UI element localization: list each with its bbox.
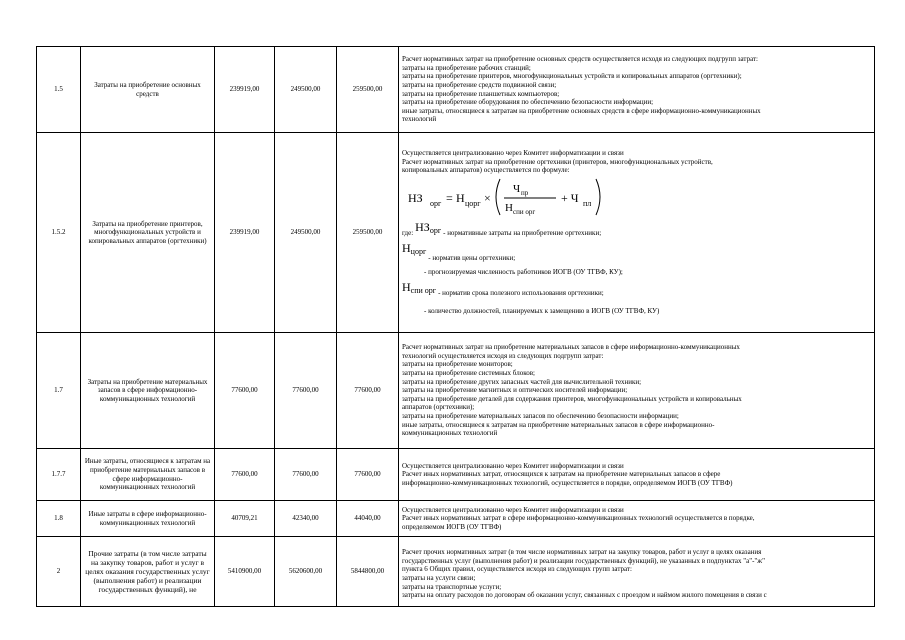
desc-line: информационно-коммуникационных технологий, осуществляется в порядке, определяемом ИОГВ (ОУ ТГВФ) xyxy=(402,478,733,487)
row-name: Затраты на приобретение принтеров, многофункциональных устройств и копировальных аппаратов (оргтехники) xyxy=(81,133,215,333)
desc-line: Расчет иных нормативных затрат в сфере информационно-коммуникационных технологий осуществляется в порядке, xyxy=(402,514,755,523)
desc-line: пункта 6 Общих правил, осуществляется исходя из следующих групп затрат: xyxy=(402,565,632,574)
desc-line: иные затраты, относящиеся к затратам на приобретение основных средств в сфере информационно-коммуникационных xyxy=(402,106,761,115)
table-row xyxy=(37,333,875,449)
row-number: 2 xyxy=(37,537,81,607)
definition-symbol: НЗорг xyxy=(415,219,442,235)
desc-line: технологий xyxy=(402,115,437,124)
desc-line: Расчет прочих нормативных затрат (в том числе нормативных затрат на закупку товаров, работ и услуг в целях оказания xyxy=(402,548,762,557)
row-name: Прочие затраты (в том числе затраты на закупку товаров, работ и услуг в целях оказания государственных услуг (выполнения работ) и реализации государственных функций), не xyxy=(81,537,215,607)
row-description xyxy=(399,333,875,449)
desc-line: Осуществляется централизованно через Комитет информатизации и связи xyxy=(402,149,624,158)
value-year-3: 5844800,00 xyxy=(337,537,399,607)
desc-line: затраты на приобретение материальных запасов по обеспечению безопасности информации; xyxy=(402,411,679,420)
value-year-3: 44040,00 xyxy=(337,501,399,537)
value-year-3: 77600,00 xyxy=(337,333,399,449)
formula-plus: + Ч xyxy=(561,190,579,205)
desc-line: Расчет иных нормативных затрат, относящихся к затратам на приобретение материальных запасов в сфере xyxy=(402,470,721,479)
row-name: Иные затраты, относящиеся к затратам на приобретение материальных запасов в сфере информационно-коммуникационных технологий xyxy=(81,449,215,501)
desc-line: затраты на приобретение средств подвижной связи; xyxy=(402,80,557,89)
desc-line: затраты на услуги связи; xyxy=(402,574,476,582)
value-year-1: 40709,21 xyxy=(215,501,275,537)
definition xyxy=(402,281,871,298)
table-row xyxy=(37,47,875,133)
desc-line: затраты на транспортные услуги; xyxy=(402,582,502,591)
definition xyxy=(402,242,871,263)
formula-lhs: НЗ xyxy=(408,190,423,205)
formula-lhs-sub: орг xyxy=(430,198,442,208)
formula-num-sub: пр xyxy=(521,188,529,197)
value-year-2: 5620600,00 xyxy=(275,537,337,607)
row-description xyxy=(399,47,875,133)
right-paren xyxy=(596,179,600,215)
value-year-1: 77600,00 xyxy=(215,449,275,501)
value-year-1: 239919,00 xyxy=(215,47,275,133)
formula-num: Ч xyxy=(513,182,521,195)
definition-text: - количество должностей, планируемых к замещению в ИОГВ (ОУ ТГВФ, КУ) xyxy=(424,307,660,316)
row-number: 1.5 xyxy=(37,47,81,133)
formula-plus-sub: пл xyxy=(583,198,592,208)
definition-text: - нормативные затраты на приобретение оргтехники; xyxy=(443,228,602,237)
value-year-1: 239919,00 xyxy=(215,133,275,333)
row-description xyxy=(399,501,875,537)
cost-norms-table xyxy=(36,46,875,607)
formula-den-sub: спи орг xyxy=(513,207,536,216)
definition xyxy=(424,268,871,277)
row-description xyxy=(399,537,875,607)
value-year-1: 5410900,00 xyxy=(215,537,275,607)
desc-line: затраты на приобретение системных блоков; xyxy=(402,369,535,378)
desc-line: технологий осуществляется исходя из следующих подгрупп затрат: xyxy=(402,351,604,360)
row-number: 1.5.2 xyxy=(37,133,81,333)
table-row xyxy=(37,537,875,607)
row-description xyxy=(399,133,875,333)
definition-text: - норматив срока полезного использования оргтехники; xyxy=(438,288,604,297)
cost-formula xyxy=(408,175,638,217)
value-year-2: 42340,00 xyxy=(275,501,337,537)
row-number: 1.7.7 xyxy=(37,449,81,501)
formula-eq: = xyxy=(446,190,453,205)
row-number: 1.8 xyxy=(37,501,81,537)
desc-line: затраты на приобретение планшетных компьютеров; xyxy=(402,89,560,98)
value-year-3: 259500,00 xyxy=(337,133,399,333)
desc-line: затраты на приобретение оборудования по обеспечению безопасности информации; xyxy=(402,98,654,107)
desc-line: затраты на приобретение рабочих станций; xyxy=(402,63,531,72)
where-label: где: xyxy=(402,228,414,237)
desc-line: Расчет нормативных затрат на приобретение основных средств осуществляется исходя из следующих подгрупп затрат: xyxy=(402,55,758,64)
desc-line: затраты на приобретение принтеров, многофункциональных устройств и копировальных аппаратов (оргтехники); xyxy=(402,72,742,81)
formula-h-sub: цорг xyxy=(465,198,481,208)
desc-line: затраты на приобретение магнитных и оптических носителей информации; xyxy=(402,386,628,395)
desc-line: затраты на приобретение мониторов; xyxy=(402,360,513,369)
definition-text: - прогнозируемая численность работников ИОГВ (ОУ ТГВФ, КУ); xyxy=(424,268,623,277)
row-number: 1.7 xyxy=(37,333,81,449)
desc-line: государственных услуг (выполнения работ) и реализации государственных функций), не указанных в подпунктах "а"-"ж" xyxy=(402,556,765,565)
value-year-1: 77600,00 xyxy=(215,333,275,449)
desc-line: аппаратов (оргтехники); xyxy=(402,403,475,412)
desc-line: Осуществляется централизованно через Комитет информатизации и связи xyxy=(402,461,624,470)
table-row xyxy=(37,449,875,501)
value-year-3: 259500,00 xyxy=(337,47,399,133)
desc-line: Осуществляется централизованно через Комитет информатизации и связи xyxy=(402,505,624,514)
definition xyxy=(424,307,871,316)
value-year-2: 77600,00 xyxy=(275,449,337,501)
table-row xyxy=(37,501,875,537)
definition-symbol: Нспи орг xyxy=(402,279,437,295)
desc-line: затраты на оплату расходов по договорам об оказании услуг, связанных с проездом и наймом жилого помещения в связи с xyxy=(402,591,767,600)
left-paren xyxy=(496,179,500,215)
formula-den: Н xyxy=(505,201,513,214)
desc-line: Расчет нормативных затрат на приобретение оргтехники (принтеров, многофункциональных устройств, xyxy=(402,157,713,166)
desc-line: затраты на приобретение других запасных частей для вычислительной техники; xyxy=(402,377,642,386)
row-name: Затраты на приобретение материальных запасов в сфере информационно-коммуникационных технологий xyxy=(81,333,215,449)
desc-line: иные затраты, относящиеся к затратам на приобретение материальных запасов в сфере информационно- xyxy=(402,420,715,429)
desc-line: Расчет нормативных затрат на приобретение материальных запасов в сфере информационно-коммуникационных xyxy=(402,343,740,352)
value-year-2: 249500,00 xyxy=(275,133,337,333)
formula-times: × xyxy=(484,190,491,205)
value-year-2: 77600,00 xyxy=(275,333,337,449)
desc-line: затраты на приобретение деталей для содержания принтеров, многофункциональных устройств и копировальных xyxy=(402,394,742,403)
definition-text: - норматив цены оргтехники; xyxy=(428,253,516,262)
desc-line: определяемом ИОГВ (ОУ ТГВФ) xyxy=(402,522,502,531)
value-year-2: 249500,00 xyxy=(275,47,337,133)
row-description xyxy=(399,449,875,501)
table-row xyxy=(37,133,875,333)
formula-h: Н xyxy=(456,190,465,205)
desc-line: коммуникационных технологий xyxy=(402,429,498,438)
row-name: Затраты на приобретение основных средств xyxy=(81,47,215,133)
row-name: Иные затраты в сфере информационно-коммуникационных технологий xyxy=(81,501,215,537)
definition xyxy=(402,221,871,238)
definition-symbol: Нцорг xyxy=(402,240,427,256)
value-year-3: 77600,00 xyxy=(337,449,399,501)
desc-line: копировальных аппаратов) осуществляется по формуле: xyxy=(402,166,570,175)
